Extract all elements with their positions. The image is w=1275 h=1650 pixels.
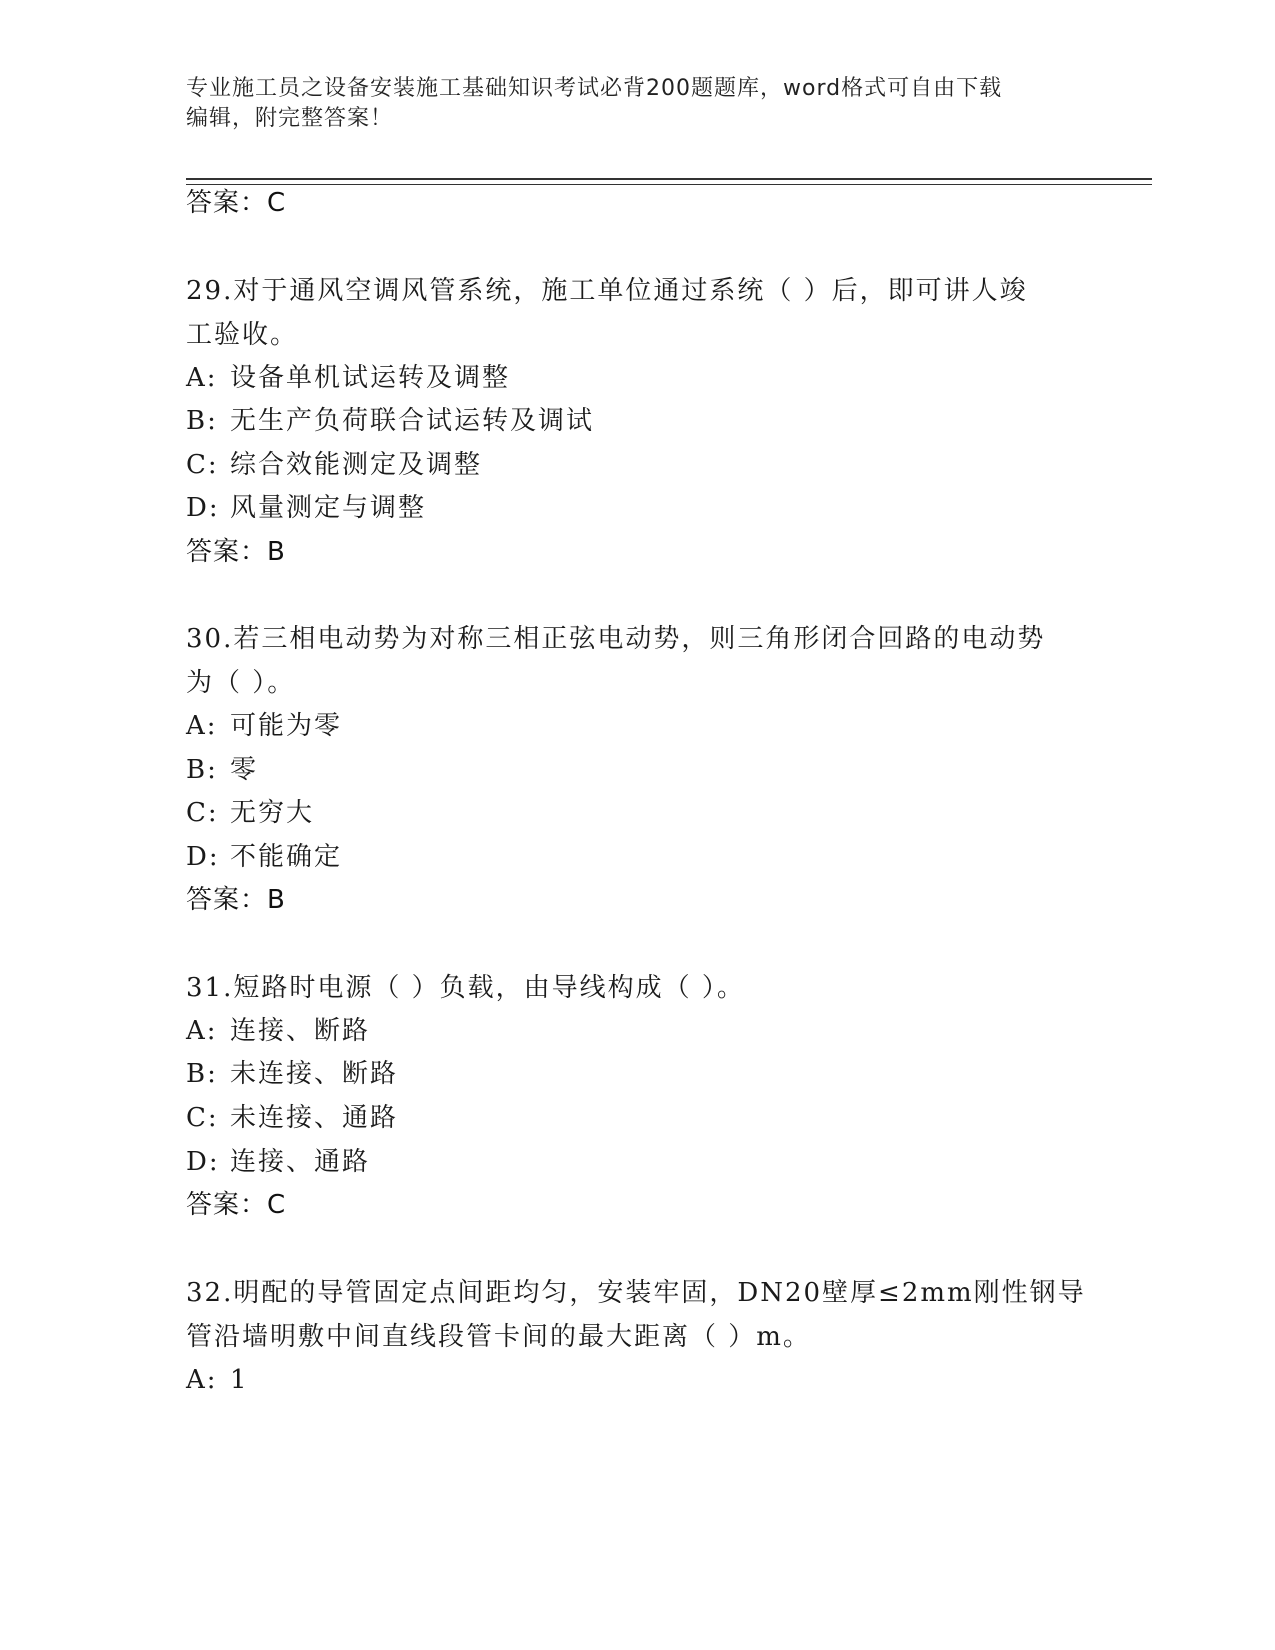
question-32-stem-line-2: 管沿墙明敷中间直线段管卡间的最大距离（ ）m。 [186,1322,811,1352]
question-30-option-a [186,711,342,741]
question-29-option-c [186,450,482,480]
header-divider-thin [186,184,1152,185]
question-30-answer: 答案：B [186,885,286,915]
question-30-stem-line-1: 30.若三相电动势为对称三相正弦电动势，则三角形闭合回路的电动势 [186,624,1046,654]
question-31-option-b [186,1059,398,1089]
question-29-option-b [186,406,594,436]
option-text: 连接、通路 [230,1147,371,1177]
option-letter: A: [186,711,218,741]
option-text: 连接、断路 [230,1016,371,1046]
option-text: 不能确定 [230,842,343,872]
option-letter: B: [186,1059,218,1089]
option-text: 零 [230,755,259,785]
option-text: 风量测定与调整 [230,493,427,523]
question-29-option-a [186,363,510,393]
document-header [186,74,1066,134]
option-letter: D: [186,842,220,872]
option-letter: B: [186,406,218,436]
option-letter: A: [186,1365,218,1395]
option-letter: D: [186,1147,220,1177]
question-30-option-c [186,798,314,828]
option-text: 未连接、通路 [230,1103,399,1133]
question-31-answer: 答案：C [186,1190,287,1220]
option-text: 未连接、断路 [230,1059,399,1089]
question-32-stem-line-1: 32.明配的导管固定点间距均匀，安装牢固，DN20壁厚≤2mm刚性钢导 [186,1278,1086,1308]
option-text: 可能为零 [230,711,343,741]
question-29-stem-line-2: 工验收。 [186,320,299,350]
question-31-option-d [186,1147,370,1177]
question-32-option-a [186,1365,249,1395]
option-letter: A: [186,363,218,393]
question-29-answer: 答案：B [186,537,286,567]
option-text: 无穷大 [230,798,315,828]
option-text: 无生产负荷联合试运转及调试 [230,406,595,436]
question-30-option-d [186,842,342,872]
option-letter: C: [186,450,219,480]
question-30-option-b [186,755,258,785]
header-line-2: 编辑，附完整答案！ [186,106,394,131]
question-31-option-c [186,1103,398,1133]
option-letter: A: [186,1016,218,1046]
answer-28: 答案：C [186,188,287,218]
option-letter: C: [186,1103,219,1133]
question-29-option-d [186,493,426,523]
option-text: 1 [230,1365,249,1395]
option-letter: C: [186,798,219,828]
question-31-stem-line-1: 31.短路时电源（ ）负载，由导线构成（ ）。 [186,973,745,1003]
question-30-stem-line-2: 为（ ）。 [186,668,296,698]
header-divider-thick [186,178,1152,180]
question-29-stem-line-1: 29.对于通风空调风管系统，施工单位通过系统（ ）后，即可讲人竣 [186,276,1028,306]
option-letter: B: [186,755,218,785]
option-text: 设备单机试运转及调整 [230,363,511,393]
option-text: 综合效能测定及调整 [230,450,483,480]
option-letter: D: [186,493,220,523]
question-31-option-a [186,1016,370,1046]
header-line-1: 专业施工员之设备安装施工基础知识考试必背200题题库，word格式可自由下载 [186,76,1003,101]
